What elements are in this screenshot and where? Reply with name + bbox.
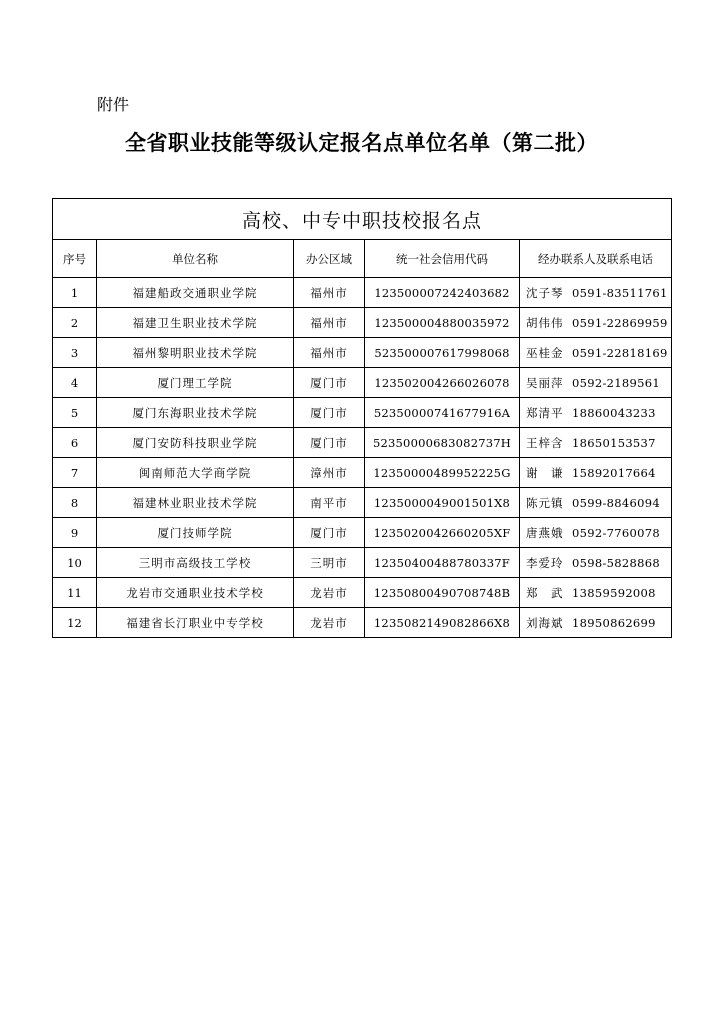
row-seq: 12 bbox=[53, 608, 97, 638]
row-seq: 9 bbox=[53, 518, 97, 548]
row-region: 厦门市 bbox=[294, 518, 365, 548]
row-unit-name: 闽南师范大学商学院 bbox=[97, 458, 294, 488]
row-contact bbox=[520, 338, 672, 368]
contact-person: 巫桂金 bbox=[526, 345, 564, 360]
row-unit-name: 福建省长汀职业中专学校 bbox=[97, 608, 294, 638]
row-region: 福州市 bbox=[294, 278, 365, 308]
contact-phone: 0599-8846094 bbox=[572, 495, 660, 510]
row-region: 龙岩市 bbox=[294, 578, 365, 608]
row-contact bbox=[520, 308, 672, 338]
row-contact bbox=[520, 488, 672, 518]
row-seq: 6 bbox=[53, 428, 97, 458]
header-contact: 经办联系人及联系电话 bbox=[520, 240, 672, 278]
row-credit-code: 1235000049001501X8 bbox=[365, 488, 520, 518]
contact-phone: 0591-22818169 bbox=[572, 345, 668, 360]
row-unit-name: 三明市高级技工学校 bbox=[97, 548, 294, 578]
table-row bbox=[53, 278, 672, 308]
row-unit-name: 福建卫生职业技术学院 bbox=[97, 308, 294, 338]
row-seq: 7 bbox=[53, 458, 97, 488]
row-contact bbox=[520, 458, 672, 488]
contact-person: 郑 武 bbox=[526, 585, 564, 600]
row-seq: 4 bbox=[53, 368, 97, 398]
table-row bbox=[53, 308, 672, 338]
contact-phone: 13859592008 bbox=[572, 585, 656, 600]
contact-phone: 0598-5828868 bbox=[572, 555, 660, 570]
table-row bbox=[53, 368, 672, 398]
table-row bbox=[53, 398, 672, 428]
row-contact bbox=[520, 368, 672, 398]
contact-person: 郑清平 bbox=[526, 405, 564, 420]
row-credit-code: 123500004880035972 bbox=[365, 308, 520, 338]
contact-phone: 0592-7760078 bbox=[572, 525, 660, 540]
header-seq: 序号 bbox=[53, 240, 97, 278]
header-name: 单位名称 bbox=[97, 240, 294, 278]
header-region: 办公区域 bbox=[294, 240, 365, 278]
row-contact bbox=[520, 398, 672, 428]
contact-phone: 18860043233 bbox=[572, 405, 656, 420]
row-unit-name: 厦门安防科技职业学院 bbox=[97, 428, 294, 458]
row-contact bbox=[520, 608, 672, 638]
row-unit-name: 福建林业职业技术学院 bbox=[97, 488, 294, 518]
contact-person: 李爱玲 bbox=[526, 555, 564, 570]
contact-person: 陈元镇 bbox=[526, 495, 564, 510]
row-contact bbox=[520, 548, 672, 578]
table-row bbox=[53, 608, 672, 638]
row-unit-name: 厦门理工学院 bbox=[97, 368, 294, 398]
table-row bbox=[53, 578, 672, 608]
row-credit-code: 52350000683082737H bbox=[365, 428, 520, 458]
table-row bbox=[53, 428, 672, 458]
row-credit-code: 123502004266026078 bbox=[365, 368, 520, 398]
row-region: 三明市 bbox=[294, 548, 365, 578]
contact-phone: 0591-83511761 bbox=[572, 285, 668, 300]
row-region: 厦门市 bbox=[294, 368, 365, 398]
contact-person: 沈子琴 bbox=[526, 285, 564, 300]
contact-person: 吴丽萍 bbox=[526, 375, 564, 390]
row-contact bbox=[520, 278, 672, 308]
row-unit-name: 厦门东海职业技术学院 bbox=[97, 398, 294, 428]
row-region: 南平市 bbox=[294, 488, 365, 518]
table-row bbox=[53, 518, 672, 548]
table-row bbox=[53, 458, 672, 488]
row-credit-code: 52350000741677916A bbox=[365, 398, 520, 428]
row-credit-code: 12350000489952225G bbox=[365, 458, 520, 488]
row-contact bbox=[520, 518, 672, 548]
row-contact bbox=[520, 578, 672, 608]
contact-person: 胡伟伟 bbox=[526, 315, 564, 330]
row-region: 漳州市 bbox=[294, 458, 365, 488]
header-code: 统一社会信用代码 bbox=[365, 240, 520, 278]
row-region: 厦门市 bbox=[294, 428, 365, 458]
row-seq: 10 bbox=[53, 548, 97, 578]
table-row bbox=[53, 488, 672, 518]
row-region: 龙岩市 bbox=[294, 608, 365, 638]
row-credit-code: 12350400488780337F bbox=[365, 548, 520, 578]
table-row bbox=[53, 548, 672, 578]
row-region: 厦门市 bbox=[294, 398, 365, 428]
row-credit-code: 123500007242403682 bbox=[365, 278, 520, 308]
row-seq: 11 bbox=[53, 578, 97, 608]
registration-points-table bbox=[52, 198, 672, 638]
row-seq: 5 bbox=[53, 398, 97, 428]
document-title: 全省职业技能等级认定报名点单位名单（第二批） bbox=[125, 131, 598, 155]
row-seq: 2 bbox=[53, 308, 97, 338]
row-credit-code: 12350800490708748B bbox=[365, 578, 520, 608]
contact-phone: 15892017664 bbox=[572, 465, 656, 480]
row-unit-name: 福州黎明职业技术学院 bbox=[97, 338, 294, 368]
row-credit-code: 1235082149082866X8 bbox=[365, 608, 520, 638]
row-region: 福州市 bbox=[294, 338, 365, 368]
contact-person: 王梓含 bbox=[526, 435, 564, 450]
attachment-label: 附件 bbox=[97, 95, 130, 114]
row-contact bbox=[520, 428, 672, 458]
contact-phone: 0591-22869959 bbox=[572, 315, 668, 330]
row-seq: 8 bbox=[53, 488, 97, 518]
row-unit-name: 福建船政交通职业学院 bbox=[97, 278, 294, 308]
row-seq: 1 bbox=[53, 278, 97, 308]
row-seq: 3 bbox=[53, 338, 97, 368]
row-region: 福州市 bbox=[294, 308, 365, 338]
table-row bbox=[53, 338, 672, 368]
contact-person: 唐燕娥 bbox=[526, 525, 564, 540]
table-body bbox=[53, 278, 672, 638]
section-title: 高校、中专中职技校报名点 bbox=[53, 199, 672, 240]
row-credit-code: 523500007617998068 bbox=[365, 338, 520, 368]
contact-person: 刘海斌 bbox=[526, 615, 564, 630]
row-unit-name: 厦门技师学院 bbox=[97, 518, 294, 548]
row-credit-code: 1235020042660205XF bbox=[365, 518, 520, 548]
row-unit-name: 龙岩市交通职业技术学校 bbox=[97, 578, 294, 608]
contact-person: 谢 谦 bbox=[526, 465, 564, 480]
contact-phone: 18950862699 bbox=[572, 615, 656, 630]
contact-phone: 0592-2189561 bbox=[572, 375, 660, 390]
contact-phone: 18650153537 bbox=[572, 435, 656, 450]
